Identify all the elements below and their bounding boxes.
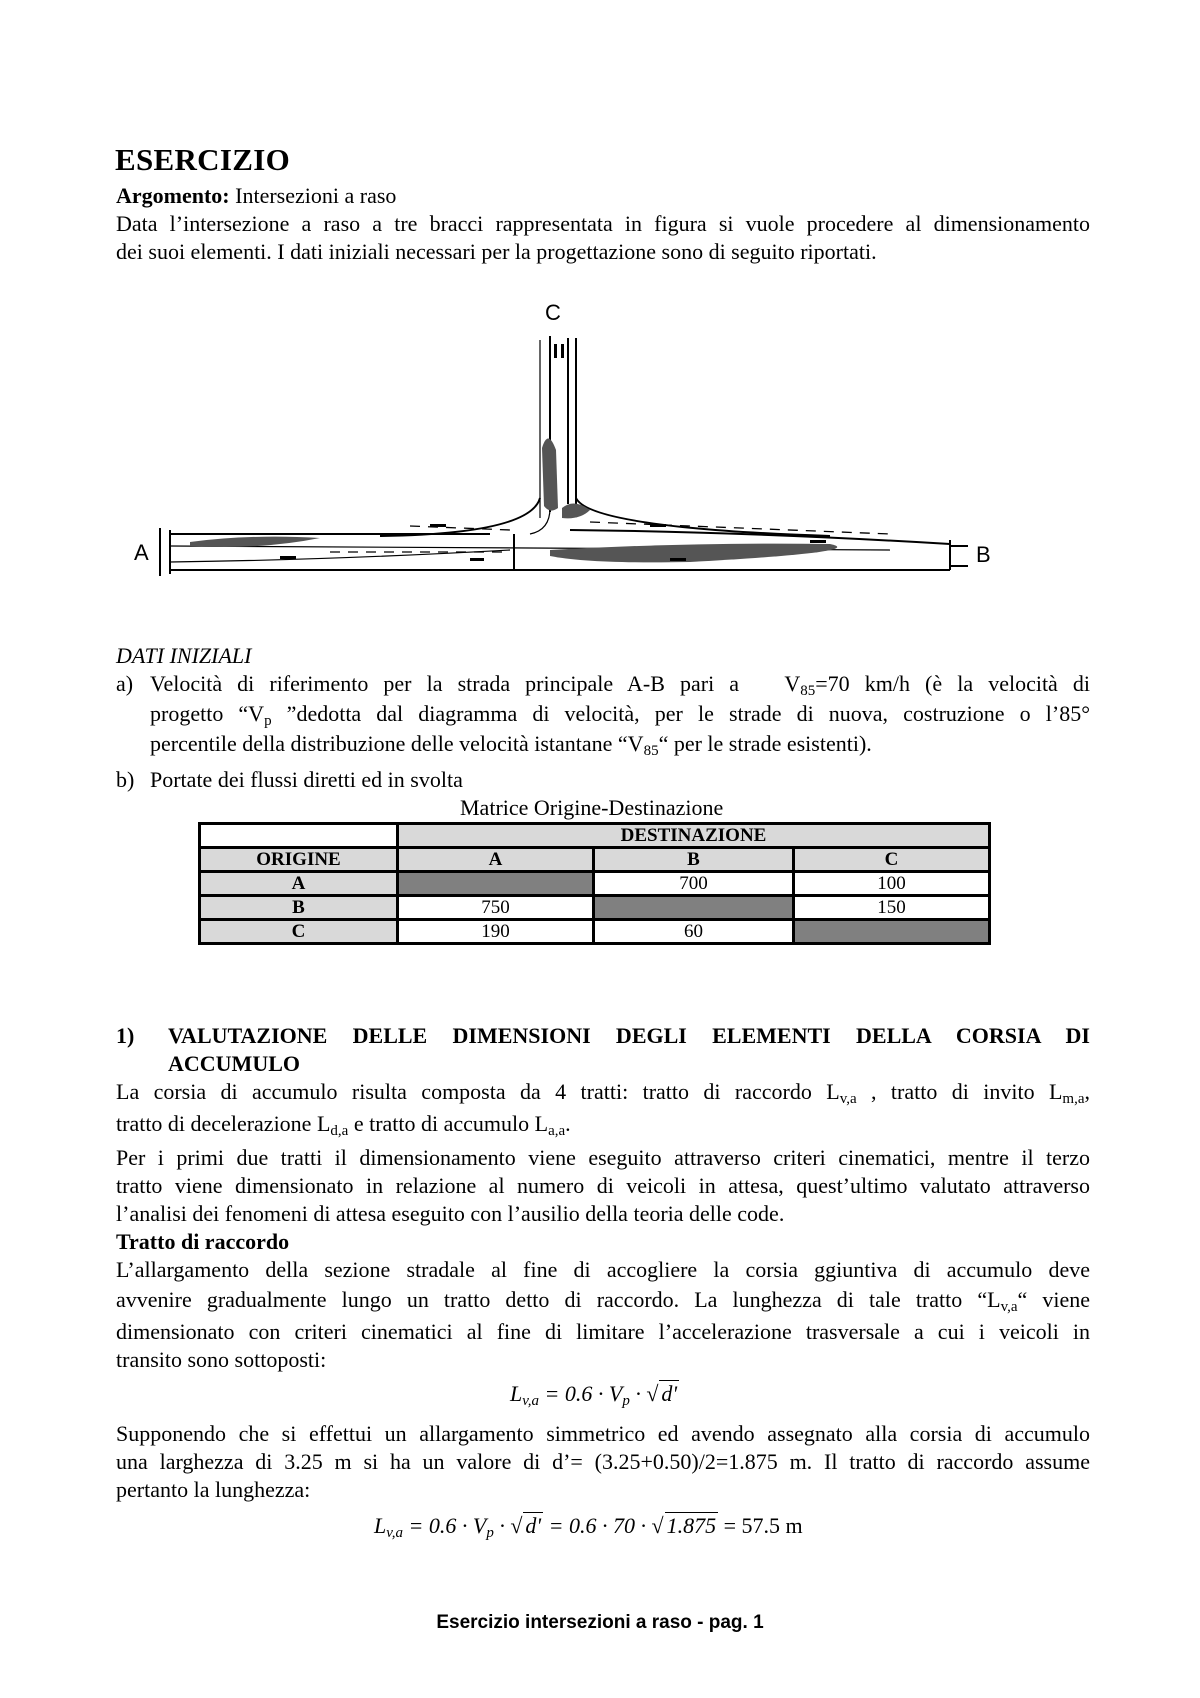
column-header: A	[399, 849, 592, 870]
row-header: C	[201, 921, 396, 942]
table-row	[201, 873, 988, 894]
section-1-p3-line-2: avvenire gradualmente lungo un tratto detto di raccordo. La lunghezza di tale tratto “$L_{v,a}“$ viene	[116, 1287, 1090, 1315]
formula-raccordo-result: $L_{v,a} = 0.6 \cdot V_p$ · √ d' = 0.6 · 70 · √ 1.875 = 57.5 m	[374, 1513, 803, 1541]
item-a-line-3: percentile della distribuzione delle velocità istantane “$V_{85}“$ per le strade esistenti).	[150, 731, 872, 759]
page-title: ESERCIZIO	[115, 142, 290, 177]
table-row	[201, 897, 988, 918]
item-a-line-1: Velocità di riferimento per la strada principale A-B pari a $V_{85}=70$ km/h (è la velocità di	[150, 671, 1091, 699]
table-cell: 750	[399, 897, 592, 918]
section-1-p1-line-1: La corsia di accumulo risulta composta da 4 tratti: tratto di raccordo $L_{v,a}$ , tratto di invito $L_{m,a}$,	[116, 1079, 1090, 1107]
row-header: B	[201, 897, 396, 918]
subheading-tratto-raccordo: Tratto di raccordo	[116, 1229, 290, 1254]
column-header: C	[795, 849, 988, 870]
destinazione-header: DESTINAZIONE	[399, 825, 988, 846]
section-1-p4-line-3: pertanto la lunghezza:	[116, 1477, 311, 1502]
argomento-line	[116, 182, 396, 210]
section-1-p3-line-1: L’allargamento della sezione stradale al fine di accogliere la corsia ggiuntiva di accumulo deve	[116, 1257, 1090, 1282]
matrix-caption: Matrice Origine-Destinazione	[460, 795, 724, 820]
intro-line-1: Data l’intersezione a raso a tre bracci rappresentata in figura si vuole procedere al dimensionamento	[116, 211, 1090, 236]
section-1-p1-line-2: tratto di decelerazione $L_{d,a}$ e tratto di accumulo $L_{a,a}$.	[116, 1111, 571, 1139]
table-cell: 60	[595, 921, 792, 942]
section-1-p2-line-2: tratto viene dimensionato in relazione al numero di veicoli in attesa, quest’ultimo valutato attraverso	[116, 1173, 1090, 1198]
table-row	[201, 921, 988, 942]
table-cell-diagonal	[595, 897, 792, 918]
section-1-title-line-2: ACCUMULO	[168, 1051, 300, 1076]
section-1-p3-line-3: dimensionato con criteri cinematici al fine di limitare l’accelerazione trasversale a cui i veicoli in	[116, 1319, 1090, 1344]
figure-label-a: A	[134, 540, 149, 565]
table-cell-diagonal	[795, 921, 988, 942]
section-1-p2-line-3: l’analisi dei fenomeni di attesa eseguito con l’ausilio della teoria delle code.	[116, 1201, 785, 1226]
table-cell: 700	[595, 873, 792, 894]
formula-raccordo: $L_{v,a} = 0.6 \cdot V_p$ · √ d'	[510, 1381, 678, 1409]
argomento-value: Intersezioni a raso	[235, 183, 397, 208]
section-1-title-line-1: VALUTAZIONE DELLE DIMENSIONI DEGLI ELEMENTI DELLA CORSIA DI	[168, 1023, 1090, 1048]
item-b-label: b)	[116, 767, 135, 792]
item-a-label: a)	[116, 671, 134, 696]
table-cell: 150	[795, 897, 988, 918]
figure-label-b: B	[976, 542, 991, 567]
origine-header: ORIGINE	[201, 849, 396, 870]
intersection-figure	[130, 298, 1010, 618]
dati-heading: DATI INIZIALI	[116, 643, 252, 668]
page-footer: Esercizio intersezioni a raso - pag. 1	[436, 1612, 764, 1633]
intro-line-2: dei suoi elementi. I dati iniziali necessari per la progettazione sono di seguito riportati.	[116, 239, 877, 264]
table-cell-diagonal	[399, 873, 592, 894]
row-header: A	[201, 873, 396, 894]
matrix-corner	[201, 825, 396, 846]
argomento-label: Argomento:	[116, 183, 230, 208]
item-b-text: Portate dei flussi diretti ed in svolta	[150, 767, 463, 792]
item-a-line-2: progetto “$V_p$ ”dedotta dal diagramma di velocità, per le strade di nuova, costruzione o l’85°	[150, 701, 1090, 729]
section-1-p4-line-1: Supponendo che si effettui un allargamento simmetrico ed avendo assegnato alla corsia di accumulo	[116, 1421, 1090, 1446]
figure-label-c: C	[545, 300, 561, 325]
section-1-number: 1)	[116, 1023, 135, 1048]
table-cell: 190	[399, 921, 592, 942]
table-cell: 100	[795, 873, 988, 894]
column-header: B	[595, 849, 792, 870]
section-1-p3-line-4: transito sono sottoposti:	[116, 1347, 327, 1372]
section-1-p4-line-2: una larghezza di 3.25 m si ha un valore di d’= (3.25+0.50)/2=1.875 m. Il tratto di raccordo assume	[116, 1449, 1090, 1474]
od-matrix-table	[198, 822, 991, 945]
section-1-p2-line-1: Per i primi due tratti il dimensionamento viene eseguito attraverso criteri cinematici, mentre il terzo	[116, 1145, 1090, 1170]
